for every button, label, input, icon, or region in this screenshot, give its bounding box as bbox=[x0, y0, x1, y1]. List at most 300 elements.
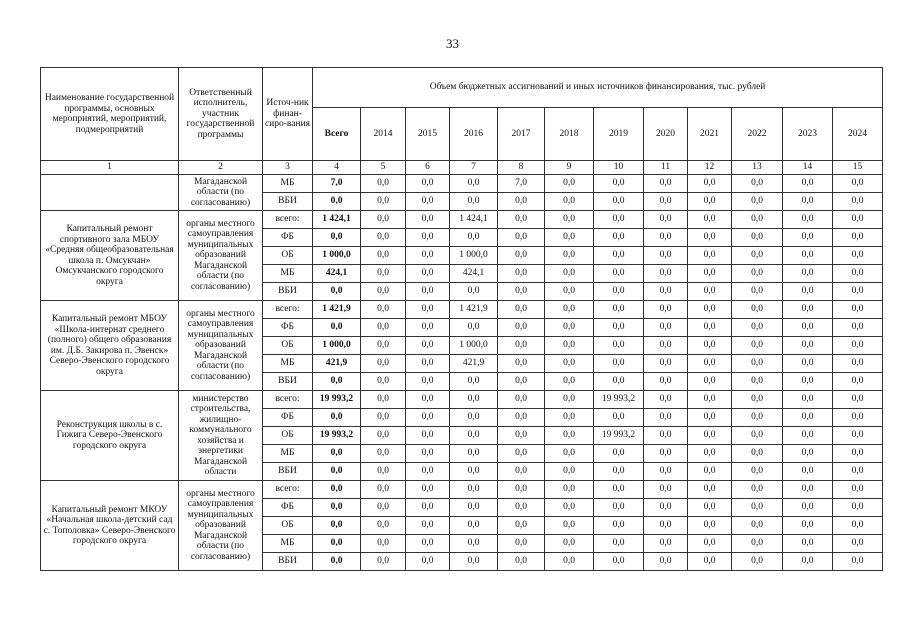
value-cell: 421,9 bbox=[450, 355, 498, 373]
value-cell: 0,0 bbox=[644, 229, 688, 247]
value-cell: 0,0 bbox=[688, 247, 732, 265]
value-cell: 0,0 bbox=[406, 247, 450, 265]
value-cell: 0,0 bbox=[833, 211, 883, 229]
value-cell: 0,0 bbox=[833, 553, 883, 571]
source-cell: МБ bbox=[263, 445, 313, 463]
value-cell: 0,0 bbox=[732, 391, 783, 409]
source-cell: ВБИ bbox=[263, 463, 313, 481]
value-cell: 0,0 bbox=[783, 193, 833, 211]
total-cell: 0,0 bbox=[313, 409, 361, 427]
value-cell: 0,0 bbox=[688, 373, 732, 391]
column-number: 5 bbox=[361, 161, 406, 175]
value-cell: 0,0 bbox=[498, 229, 545, 247]
value-cell: 0,0 bbox=[833, 319, 883, 337]
column-number: 9 bbox=[545, 161, 594, 175]
value-cell: 0,0 bbox=[833, 409, 883, 427]
value-cell: 0,0 bbox=[498, 373, 545, 391]
value-cell: 0,0 bbox=[783, 355, 833, 373]
value-cell: 0,0 bbox=[361, 175, 406, 193]
value-cell: 0,0 bbox=[594, 283, 644, 301]
value-cell: 0,0 bbox=[406, 337, 450, 355]
column-number: 12 bbox=[688, 161, 732, 175]
value-cell: 0,0 bbox=[688, 553, 732, 571]
executor-cell: органы местного самоуправления муниципальных образований Магаданской области (по согласованию) bbox=[179, 481, 263, 571]
value-cell: 0,0 bbox=[594, 445, 644, 463]
source-cell: ВБИ bbox=[263, 283, 313, 301]
source-cell: всего: bbox=[263, 391, 313, 409]
value-cell: 0,0 bbox=[688, 427, 732, 445]
value-cell: 0,0 bbox=[545, 337, 594, 355]
value-cell: 0,0 bbox=[361, 517, 406, 535]
value-cell: 0,0 bbox=[644, 445, 688, 463]
value-cell: 0,0 bbox=[498, 553, 545, 571]
value-cell: 0,0 bbox=[783, 481, 833, 499]
value-cell: 0,0 bbox=[545, 535, 594, 553]
value-cell: 0,0 bbox=[361, 193, 406, 211]
value-cell: 0,0 bbox=[783, 301, 833, 319]
value-cell: 0,0 bbox=[406, 355, 450, 373]
value-cell: 0,0 bbox=[361, 499, 406, 517]
value-cell: 0,0 bbox=[732, 175, 783, 193]
value-cell: 0,0 bbox=[406, 535, 450, 553]
total-cell: 19 993,2 bbox=[313, 391, 361, 409]
header-year: 2020 bbox=[644, 108, 688, 161]
value-cell: 0,0 bbox=[783, 337, 833, 355]
value-cell: 0,0 bbox=[594, 463, 644, 481]
value-cell: 0,0 bbox=[688, 445, 732, 463]
value-cell: 0,0 bbox=[644, 535, 688, 553]
value-cell: 0,0 bbox=[644, 175, 688, 193]
value-cell: 0,0 bbox=[450, 463, 498, 481]
total-cell: 0,0 bbox=[313, 553, 361, 571]
value-cell: 0,0 bbox=[833, 229, 883, 247]
value-cell: 0,0 bbox=[833, 337, 883, 355]
value-cell: 0,0 bbox=[594, 319, 644, 337]
total-cell: 1 000,0 bbox=[313, 337, 361, 355]
value-cell: 0,0 bbox=[545, 193, 594, 211]
value-cell: 0,0 bbox=[545, 247, 594, 265]
value-cell: 0,0 bbox=[545, 319, 594, 337]
value-cell: 0,0 bbox=[644, 301, 688, 319]
program-name-cell bbox=[41, 175, 179, 211]
value-cell: 0,0 bbox=[732, 193, 783, 211]
total-cell: 1 000,0 bbox=[313, 247, 361, 265]
total-cell: 7,0 bbox=[313, 175, 361, 193]
column-number: 4 bbox=[313, 161, 361, 175]
value-cell: 0,0 bbox=[498, 319, 545, 337]
value-cell: 0,0 bbox=[783, 373, 833, 391]
header-name: Наименование государственной программы, основных мероприятий, мероприятий, подмероприятий bbox=[41, 68, 179, 161]
total-cell: 1 424,1 bbox=[313, 211, 361, 229]
value-cell: 0,0 bbox=[361, 373, 406, 391]
value-cell: 0,0 bbox=[450, 535, 498, 553]
value-cell: 0,0 bbox=[688, 265, 732, 283]
source-cell: ФБ bbox=[263, 409, 313, 427]
value-cell: 0,0 bbox=[361, 247, 406, 265]
value-cell: 0,0 bbox=[361, 463, 406, 481]
value-cell: 0,0 bbox=[644, 409, 688, 427]
column-number: 2 bbox=[179, 161, 263, 175]
value-cell: 0,0 bbox=[545, 517, 594, 535]
total-cell: 0,0 bbox=[313, 481, 361, 499]
source-cell: всего: bbox=[263, 301, 313, 319]
value-cell: 0,0 bbox=[450, 499, 498, 517]
value-cell: 0,0 bbox=[644, 193, 688, 211]
value-cell: 0,0 bbox=[361, 427, 406, 445]
value-cell: 0,0 bbox=[833, 265, 883, 283]
value-cell: 0,0 bbox=[545, 211, 594, 229]
source-cell: МБ bbox=[263, 265, 313, 283]
column-number: 14 bbox=[783, 161, 833, 175]
value-cell: 0,0 bbox=[594, 337, 644, 355]
table-row bbox=[41, 481, 883, 499]
source-cell: ОБ bbox=[263, 337, 313, 355]
value-cell: 0,0 bbox=[644, 211, 688, 229]
value-cell: 0,0 bbox=[498, 355, 545, 373]
page-number: 33 bbox=[446, 36, 459, 51]
value-cell: 0,0 bbox=[833, 391, 883, 409]
program-name-cell: Капитальный ремонт спортивного зала МБОУ «Средняя общеобразовательная школа п. Омсукчан» Омсукчанского городского округа bbox=[41, 211, 179, 301]
value-cell: 0,0 bbox=[594, 229, 644, 247]
value-cell: 0,0 bbox=[545, 283, 594, 301]
value-cell: 0,0 bbox=[594, 499, 644, 517]
value-cell: 0,0 bbox=[833, 427, 883, 445]
value-cell: 0,0 bbox=[406, 193, 450, 211]
header-year: 2015 bbox=[406, 108, 450, 161]
value-cell: 0,0 bbox=[833, 499, 883, 517]
executor-cell: Магаданской области (по согласованию) bbox=[179, 175, 263, 211]
total-cell: 0,0 bbox=[313, 499, 361, 517]
value-cell: 0,0 bbox=[406, 499, 450, 517]
value-cell: 0,0 bbox=[594, 265, 644, 283]
value-cell: 0,0 bbox=[688, 409, 732, 427]
value-cell: 0,0 bbox=[545, 427, 594, 445]
value-cell: 0,0 bbox=[833, 283, 883, 301]
value-cell: 0,0 bbox=[783, 265, 833, 283]
value-cell: 0,0 bbox=[406, 211, 450, 229]
value-cell: 0,0 bbox=[498, 517, 545, 535]
value-cell: 0,0 bbox=[688, 319, 732, 337]
value-cell: 0,0 bbox=[498, 265, 545, 283]
table-row bbox=[41, 301, 883, 319]
value-cell: 0,0 bbox=[644, 373, 688, 391]
value-cell: 0,0 bbox=[450, 193, 498, 211]
value-cell: 0,0 bbox=[644, 283, 688, 301]
source-cell: ФБ bbox=[263, 229, 313, 247]
value-cell: 0,0 bbox=[498, 409, 545, 427]
value-cell: 0,0 bbox=[450, 445, 498, 463]
value-cell: 0,0 bbox=[833, 517, 883, 535]
column-number: 6 bbox=[406, 161, 450, 175]
header-year: 2017 bbox=[498, 108, 545, 161]
value-cell: 0,0 bbox=[406, 517, 450, 535]
total-cell: 0,0 bbox=[313, 445, 361, 463]
value-cell: 0,0 bbox=[688, 481, 732, 499]
value-cell: 0,0 bbox=[498, 445, 545, 463]
value-cell: 0,0 bbox=[644, 517, 688, 535]
value-cell: 0,0 bbox=[732, 553, 783, 571]
source-cell: ОБ bbox=[263, 517, 313, 535]
value-cell: 0,0 bbox=[688, 535, 732, 553]
column-number: 11 bbox=[644, 161, 688, 175]
value-cell: 0,0 bbox=[688, 337, 732, 355]
value-cell: 1 421,9 bbox=[450, 301, 498, 319]
header-volume: Объем бюджетных ассигнований и иных источников финансирования, тыс. рублей bbox=[313, 68, 883, 108]
value-cell: 0,0 bbox=[783, 427, 833, 445]
total-cell: 0,0 bbox=[313, 517, 361, 535]
value-cell: 0,0 bbox=[545, 175, 594, 193]
value-cell: 0,0 bbox=[498, 301, 545, 319]
source-cell: МБ bbox=[263, 355, 313, 373]
value-cell: 424,1 bbox=[450, 265, 498, 283]
value-cell: 0,0 bbox=[406, 373, 450, 391]
value-cell: 0,0 bbox=[545, 409, 594, 427]
value-cell: 0,0 bbox=[545, 445, 594, 463]
value-cell: 0,0 bbox=[732, 373, 783, 391]
header-total: Всего bbox=[313, 108, 361, 161]
value-cell: 0,0 bbox=[406, 265, 450, 283]
column-number: 15 bbox=[833, 161, 883, 175]
header-year: 2024 bbox=[833, 108, 883, 161]
value-cell: 0,0 bbox=[594, 247, 644, 265]
value-cell: 0,0 bbox=[732, 499, 783, 517]
value-cell: 0,0 bbox=[361, 391, 406, 409]
value-cell: 0,0 bbox=[450, 373, 498, 391]
value-cell: 0,0 bbox=[361, 319, 406, 337]
value-cell: 0,0 bbox=[406, 175, 450, 193]
header-year: 2019 bbox=[594, 108, 644, 161]
total-cell: 0,0 bbox=[313, 193, 361, 211]
source-cell: МБ bbox=[263, 175, 313, 193]
value-cell: 1 000,0 bbox=[450, 337, 498, 355]
value-cell: 0,0 bbox=[644, 265, 688, 283]
total-cell: 0,0 bbox=[313, 373, 361, 391]
value-cell: 0,0 bbox=[406, 391, 450, 409]
value-cell: 0,0 bbox=[688, 283, 732, 301]
column-number: 7 bbox=[450, 161, 498, 175]
value-cell: 0,0 bbox=[450, 409, 498, 427]
executor-cell: органы местного самоуправления муниципальных образований Магаданской области (по согласованию) bbox=[179, 301, 263, 391]
value-cell: 0,0 bbox=[545, 499, 594, 517]
value-cell: 0,0 bbox=[498, 391, 545, 409]
column-number: 13 bbox=[732, 161, 783, 175]
value-cell: 0,0 bbox=[498, 463, 545, 481]
source-cell: ФБ bbox=[263, 319, 313, 337]
value-cell: 0,0 bbox=[644, 355, 688, 373]
value-cell: 0,0 bbox=[833, 445, 883, 463]
value-cell: 0,0 bbox=[450, 391, 498, 409]
value-cell: 0,0 bbox=[594, 193, 644, 211]
value-cell: 0,0 bbox=[361, 535, 406, 553]
value-cell: 0,0 bbox=[688, 301, 732, 319]
value-cell: 0,0 bbox=[361, 283, 406, 301]
value-cell: 0,0 bbox=[783, 409, 833, 427]
value-cell: 0,0 bbox=[406, 409, 450, 427]
value-cell: 0,0 bbox=[545, 229, 594, 247]
value-cell: 0,0 bbox=[644, 427, 688, 445]
value-cell: 0,0 bbox=[450, 319, 498, 337]
value-cell: 0,0 bbox=[498, 193, 545, 211]
value-cell: 0,0 bbox=[644, 247, 688, 265]
value-cell: 0,0 bbox=[406, 319, 450, 337]
value-cell: 0,0 bbox=[833, 373, 883, 391]
value-cell: 0,0 bbox=[406, 553, 450, 571]
value-cell: 0,0 bbox=[644, 319, 688, 337]
value-cell: 0,0 bbox=[783, 499, 833, 517]
value-cell: 0,0 bbox=[833, 193, 883, 211]
program-name-cell: Капитальный ремонт МКОУ «Начальная школа-детский сад с. Тополовка» Северо-Эвенского городского округа bbox=[41, 481, 179, 571]
total-cell: 0,0 bbox=[313, 229, 361, 247]
value-cell: 0,0 bbox=[545, 373, 594, 391]
value-cell: 0,0 bbox=[732, 445, 783, 463]
value-cell: 0,0 bbox=[498, 211, 545, 229]
value-cell: 0,0 bbox=[644, 553, 688, 571]
value-cell: 0,0 bbox=[833, 463, 883, 481]
header-year: 2014 bbox=[361, 108, 406, 161]
value-cell: 0,0 bbox=[361, 553, 406, 571]
source-cell: МБ bbox=[263, 535, 313, 553]
value-cell: 0,0 bbox=[688, 175, 732, 193]
value-cell: 19 993,2 bbox=[594, 391, 644, 409]
source-cell: ВБИ bbox=[263, 553, 313, 571]
value-cell: 0,0 bbox=[594, 211, 644, 229]
value-cell: 0,0 bbox=[545, 391, 594, 409]
value-cell: 0,0 bbox=[361, 445, 406, 463]
value-cell: 0,0 bbox=[783, 175, 833, 193]
value-cell: 0,0 bbox=[732, 463, 783, 481]
value-cell: 0,0 bbox=[783, 463, 833, 481]
value-cell: 0,0 bbox=[732, 517, 783, 535]
value-cell: 0,0 bbox=[688, 355, 732, 373]
value-cell: 0,0 bbox=[783, 535, 833, 553]
total-cell: 0,0 bbox=[313, 283, 361, 301]
table-row bbox=[41, 175, 883, 193]
value-cell: 0,0 bbox=[688, 229, 732, 247]
value-cell: 0,0 bbox=[644, 481, 688, 499]
value-cell: 0,0 bbox=[688, 499, 732, 517]
source-cell: ВБИ bbox=[263, 193, 313, 211]
value-cell: 0,0 bbox=[545, 463, 594, 481]
value-cell: 0,0 bbox=[732, 283, 783, 301]
value-cell: 0,0 bbox=[361, 355, 406, 373]
value-cell: 0,0 bbox=[732, 409, 783, 427]
value-cell: 0,0 bbox=[361, 337, 406, 355]
budget-table bbox=[40, 67, 883, 571]
header-source: Источ-ник финан-сиро-вания bbox=[263, 68, 313, 161]
table-row bbox=[41, 211, 883, 229]
value-cell: 0,0 bbox=[644, 391, 688, 409]
value-cell: 0,0 bbox=[545, 301, 594, 319]
value-cell: 0,0 bbox=[688, 211, 732, 229]
total-cell: 1 421,9 bbox=[313, 301, 361, 319]
value-cell: 0,0 bbox=[406, 445, 450, 463]
total-cell: 19 993,2 bbox=[313, 427, 361, 445]
column-number: 1 bbox=[41, 161, 179, 175]
value-cell: 0,0 bbox=[498, 481, 545, 499]
source-cell: ФБ bbox=[263, 499, 313, 517]
value-cell: 0,0 bbox=[498, 283, 545, 301]
value-cell: 0,0 bbox=[833, 535, 883, 553]
value-cell: 0,0 bbox=[732, 319, 783, 337]
value-cell: 0,0 bbox=[594, 481, 644, 499]
header-executor: Ответственный исполнитель, участник государственной программы bbox=[179, 68, 263, 161]
value-cell: 0,0 bbox=[732, 301, 783, 319]
program-name-cell: Реконструкция школы в с. Гижига Северо-Эвенского городского округа bbox=[41, 391, 179, 481]
source-cell: ОБ bbox=[263, 247, 313, 265]
column-number: 10 bbox=[594, 161, 644, 175]
value-cell: 0,0 bbox=[361, 301, 406, 319]
value-cell: 0,0 bbox=[594, 409, 644, 427]
value-cell: 1 000,0 bbox=[450, 247, 498, 265]
value-cell: 0,0 bbox=[783, 211, 833, 229]
value-cell: 0,0 bbox=[783, 319, 833, 337]
value-cell: 0,0 bbox=[406, 427, 450, 445]
header-year: 2021 bbox=[688, 108, 732, 161]
program-name-cell: Капитальный ремонт МБОУ «Школа-интернат среднего (полного) общего образования им. Д.Б. Закирова п. Эвенск» Северо-Эвенского городского округа bbox=[41, 301, 179, 391]
header-year: 2016 bbox=[450, 108, 498, 161]
value-cell: 0,0 bbox=[688, 193, 732, 211]
source-cell: ВБИ bbox=[263, 373, 313, 391]
value-cell: 0,0 bbox=[732, 211, 783, 229]
value-cell: 0,0 bbox=[783, 517, 833, 535]
value-cell: 0,0 bbox=[594, 175, 644, 193]
value-cell: 0,0 bbox=[594, 373, 644, 391]
value-cell: 0,0 bbox=[361, 229, 406, 247]
total-cell: 424,1 bbox=[313, 265, 361, 283]
value-cell: 0,0 bbox=[644, 337, 688, 355]
value-cell: 0,0 bbox=[450, 229, 498, 247]
value-cell: 0,0 bbox=[833, 355, 883, 373]
value-cell: 0,0 bbox=[783, 283, 833, 301]
column-number: 3 bbox=[263, 161, 313, 175]
value-cell: 0,0 bbox=[545, 553, 594, 571]
value-cell: 0,0 bbox=[644, 499, 688, 517]
header-year: 2022 bbox=[732, 108, 783, 161]
value-cell: 0,0 bbox=[732, 355, 783, 373]
value-cell: 0,0 bbox=[361, 211, 406, 229]
source-cell: всего: bbox=[263, 211, 313, 229]
value-cell: 0,0 bbox=[406, 463, 450, 481]
value-cell: 0,0 bbox=[688, 463, 732, 481]
value-cell: 0,0 bbox=[732, 247, 783, 265]
total-cell: 0,0 bbox=[313, 319, 361, 337]
value-cell: 0,0 bbox=[545, 265, 594, 283]
value-cell: 0,0 bbox=[594, 553, 644, 571]
value-cell: 0,0 bbox=[732, 427, 783, 445]
value-cell: 0,0 bbox=[545, 355, 594, 373]
value-cell: 0,0 bbox=[783, 553, 833, 571]
value-cell: 0,0 bbox=[450, 517, 498, 535]
value-cell: 0,0 bbox=[833, 481, 883, 499]
value-cell: 0,0 bbox=[498, 427, 545, 445]
value-cell: 0,0 bbox=[732, 535, 783, 553]
value-cell: 0,0 bbox=[406, 229, 450, 247]
value-cell: 0,0 bbox=[783, 229, 833, 247]
value-cell: 0,0 bbox=[833, 247, 883, 265]
value-cell: 0,0 bbox=[594, 301, 644, 319]
value-cell: 0,0 bbox=[450, 283, 498, 301]
value-cell: 0,0 bbox=[688, 517, 732, 535]
table-row bbox=[41, 391, 883, 409]
source-cell: всего: bbox=[263, 481, 313, 499]
value-cell: 0,0 bbox=[361, 481, 406, 499]
value-cell: 7,0 bbox=[498, 175, 545, 193]
value-cell: 0,0 bbox=[498, 499, 545, 517]
value-cell: 0,0 bbox=[594, 535, 644, 553]
value-cell: 0,0 bbox=[688, 391, 732, 409]
header-year: 2023 bbox=[783, 108, 833, 161]
value-cell: 0,0 bbox=[406, 481, 450, 499]
